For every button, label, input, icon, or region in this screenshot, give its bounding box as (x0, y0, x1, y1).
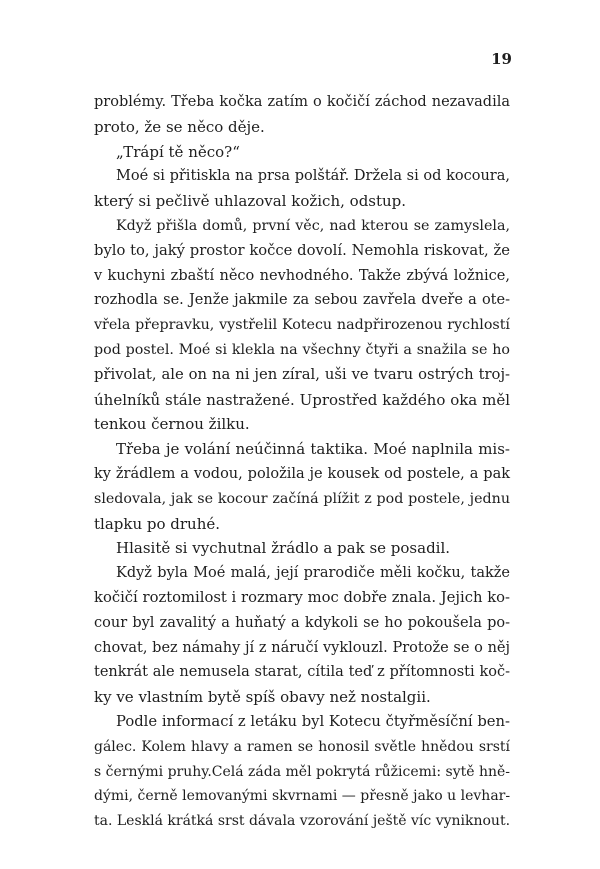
text-line: sledovala, jak se kocour začíná plížit z pod postele, jednu (94, 490, 510, 507)
text-line: chovat, bez námahy jí z náručí vyklouzl. Protože se o něj (94, 639, 510, 656)
text-line: v kuchyni zbaští něco nevhodného. Takže zbývá ložnice, (94, 267, 510, 284)
text-line: ky ve vlastním bytě spíš obavy než nostalgii. (94, 688, 431, 707)
text-line: Podle informací z letáku byl Kotecu čtyřměsíční ben- (116, 712, 510, 730)
text-line: Když přišla domů, první věc, nad kterou se zamyslela, (116, 217, 510, 234)
text-line: Třeba je volání neúčinná taktika. Moé naplnila mis- (116, 440, 510, 459)
text-line: Moé si přitiskla na prsa polštář. Držela si od kocoura, (116, 168, 510, 185)
text-line: bylo to, jaký prostor kočce dovolí. Nemohla riskovat, že (94, 241, 510, 259)
body-text (94, 90, 510, 834)
text-line: problémy. Třeba kočka zatím o kočičí záchod nezavadila (94, 94, 510, 110)
text-line: pod postel. Moé si klekla na všechny čtyři a snažila se ho (94, 341, 510, 358)
text-line: který si pečlivě uhlazoval kožich, odstup. (94, 192, 407, 211)
text-line: tenkou černou žilku. (94, 415, 250, 434)
text-line: dými, černě lemovanými skvrnami — přesně jako u levhar- (94, 788, 511, 805)
text-line: gálec. Kolem hlavy a ramen se honosil světle hnědou srstí (94, 738, 510, 755)
text-line: ta. Lesklá krátká srst dávala vzorování ještě víc vyniknout. (94, 813, 511, 830)
text-line: s černými pruhy.Celá záda měl pokrytá růžicemi: sytě hně- (94, 763, 511, 780)
text-line: úhelníků stále nastražené. Uprostřed každého oka měl (94, 390, 510, 409)
text-line: Hlasitě si vychutnal žrádlo a pak se posadil. (116, 539, 451, 558)
text-line: tenkrát ale nemusela starat, cítila teď z přítomnosti koč- (94, 664, 510, 681)
text-line: rozhodla se. Jenže jakmile za sebou zavřela dveře a ote- (94, 292, 510, 309)
text-line: kočičí roztomilost i rozmary moc dobře znala. Jejich ko- (94, 588, 510, 606)
text-line: cour byl zavalitý a huňatý a kdykoli se ho pokoušela po- (94, 614, 510, 631)
text-line: tlapku po druhé. (94, 514, 221, 533)
page-number: 19 (491, 50, 512, 68)
text-line: Když byla Moé malá, její prarodiče měli kočku, takže (116, 565, 510, 582)
text-line: ky žrádlem a vodou, položila je kousek od postele, a pak (94, 465, 510, 482)
text-line: přivolat, ale on na ni jen zíral, uši ve tvaru ostrých troj- (94, 365, 510, 383)
text-line: „Trápí tě něco?“ (116, 142, 240, 161)
text-line: proto, že se něco děje. (94, 117, 265, 136)
text-line: vřela přepravku, vystřelil Kotecu nadpřirozenou rychlostí (94, 317, 510, 334)
